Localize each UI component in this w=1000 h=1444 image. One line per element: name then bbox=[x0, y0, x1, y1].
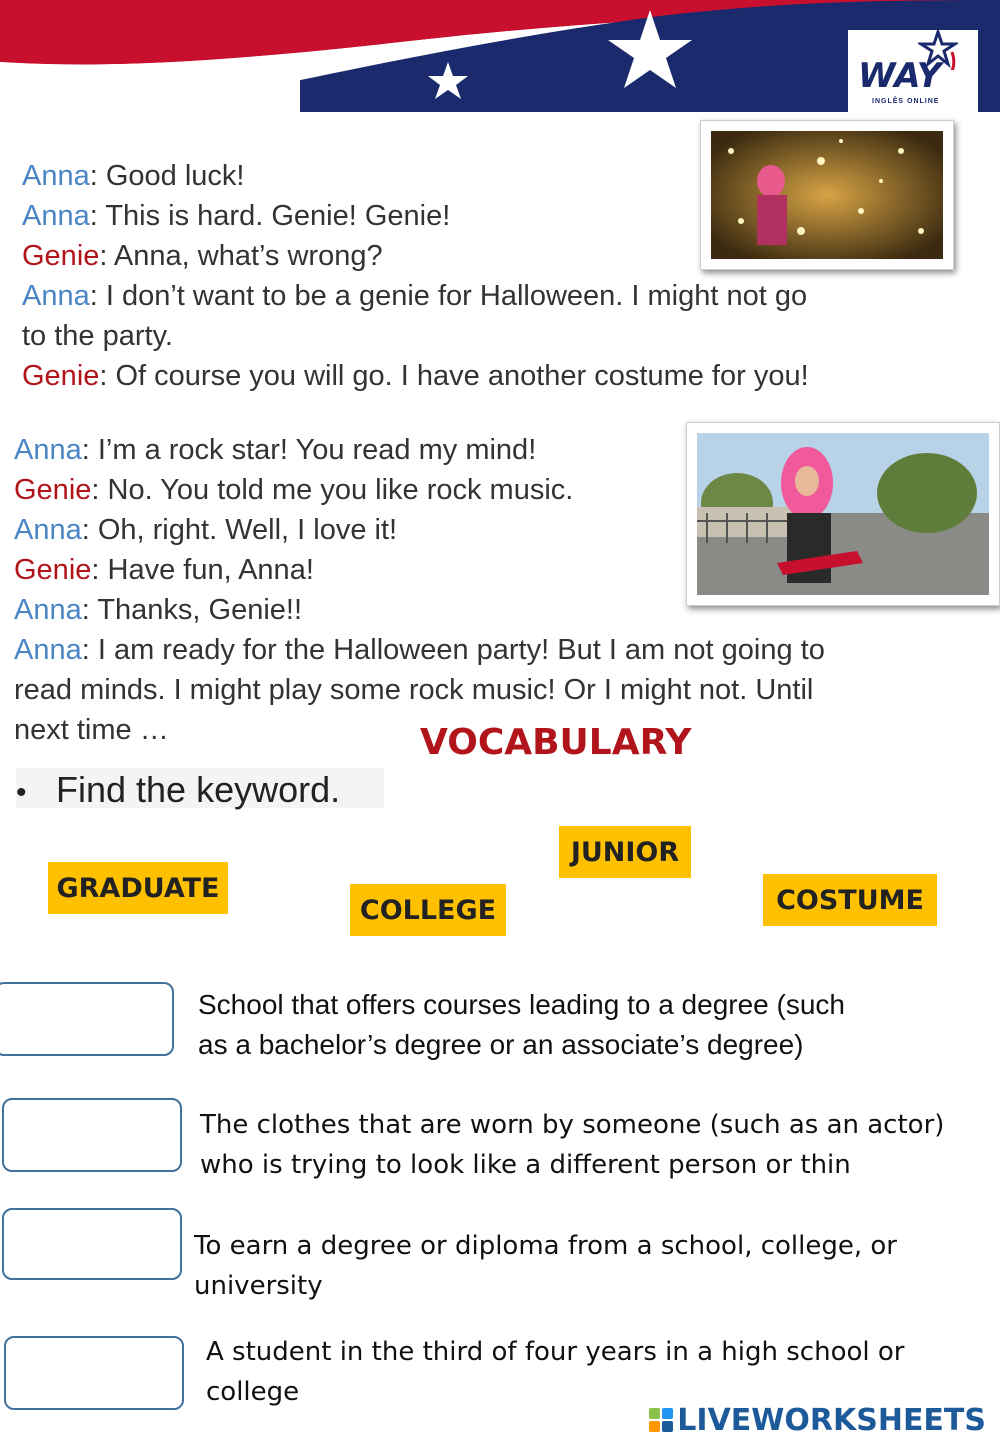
speaker-name: Genie bbox=[22, 240, 100, 272]
liveworksheets-brand: LIVEWORKSHEETS bbox=[677, 1402, 986, 1438]
definition-line: who is trying to look like a different person or thin bbox=[200, 1150, 851, 1180]
photo-genie-sparkles bbox=[700, 120, 954, 270]
definition-line: The clothes that are worn by someone (such as an actor) bbox=[200, 1110, 945, 1140]
line-text: : I am ready for the Halloween party! But I am not going to bbox=[81, 634, 825, 666]
header-banner bbox=[0, 0, 1000, 112]
keyword-college[interactable]: COLLEGE bbox=[350, 884, 506, 936]
speaker-name: Anna bbox=[14, 594, 82, 626]
line-text: to the party. bbox=[22, 320, 173, 352]
definition-line: A student in the third of four years in a high school or bbox=[206, 1337, 905, 1367]
definition-1 bbox=[198, 985, 988, 1065]
dialogue-line bbox=[14, 630, 974, 670]
bullet-dot-icon: • bbox=[16, 776, 27, 809]
speaker-name: Anna bbox=[14, 514, 82, 546]
dialogue-line bbox=[22, 316, 952, 356]
definition-line: college bbox=[206, 1377, 300, 1407]
keyword-junior[interactable]: JUNIOR bbox=[559, 826, 691, 878]
speaker-name: Anna bbox=[22, 200, 90, 232]
line-text: next time … bbox=[14, 714, 169, 746]
keyword-costume[interactable]: COSTUME bbox=[763, 874, 937, 926]
definition-line: To earn a degree or diploma from a school, college, or bbox=[194, 1231, 897, 1261]
line-text: : Of course you will go. I have another costume for you! bbox=[99, 360, 809, 392]
line-text: : Anna, what’s wrong? bbox=[99, 240, 383, 272]
speaker-name: Anna bbox=[14, 634, 82, 666]
line-text: : Thanks, Genie!! bbox=[81, 594, 303, 626]
logo-subtext: INGLÊS ONLINE bbox=[872, 98, 940, 105]
speaker-name: Anna bbox=[22, 160, 90, 192]
logo-star-icon bbox=[918, 30, 958, 75]
way-logo-text: WAY bbox=[858, 56, 942, 96]
line-text: : No. You told me you like rock music. bbox=[91, 474, 574, 506]
definition-line: university bbox=[194, 1271, 323, 1301]
liveworksheets-logo bbox=[649, 1400, 986, 1440]
dialogue-line bbox=[14, 670, 974, 710]
instruction bbox=[16, 768, 384, 808]
liveworksheets-grid-icon bbox=[649, 1408, 673, 1432]
definition-3 bbox=[194, 1226, 984, 1306]
speaker-name: Genie bbox=[14, 474, 92, 506]
answer-box-4[interactable] bbox=[4, 1336, 184, 1410]
definition-line: School that offers courses leading to a degree (such bbox=[198, 989, 845, 1020]
line-text: : Have fun, Anna! bbox=[91, 554, 314, 586]
speaker-name: Anna bbox=[14, 434, 82, 466]
line-text: : Good luck! bbox=[89, 160, 245, 192]
keyword-graduate[interactable]: GRADUATE bbox=[48, 862, 228, 914]
answer-box-1[interactable] bbox=[0, 982, 174, 1056]
instruction-text: Find the keyword. bbox=[56, 769, 341, 810]
vocabulary-title: VOCABULARY bbox=[420, 722, 692, 763]
line-text: : I’m a rock star! You read my mind! bbox=[81, 434, 537, 466]
dialogue-line bbox=[22, 356, 952, 396]
line-text: : This is hard. Genie! Genie! bbox=[89, 200, 451, 232]
speaker-name: Anna bbox=[22, 280, 90, 312]
definition-2 bbox=[200, 1105, 990, 1185]
photo-rock-star bbox=[686, 422, 1000, 606]
answer-box-2[interactable] bbox=[2, 1098, 182, 1172]
answer-box-3[interactable] bbox=[2, 1208, 182, 1280]
line-text: : Oh, right. Well, I love it! bbox=[81, 514, 398, 546]
speaker-name: Genie bbox=[14, 554, 92, 586]
dialogue-line bbox=[22, 276, 952, 316]
speaker-name: Genie bbox=[22, 360, 100, 392]
flag-banner-graphic bbox=[0, 0, 1000, 112]
definition-line: as a bachelor’s degree or an associate’s degree) bbox=[198, 1029, 804, 1060]
line-text: : I don’t want to be a genie for Halloween. I might not go bbox=[89, 280, 808, 312]
line-text: read minds. I might play some rock music! Or I might not. Until bbox=[14, 674, 814, 706]
